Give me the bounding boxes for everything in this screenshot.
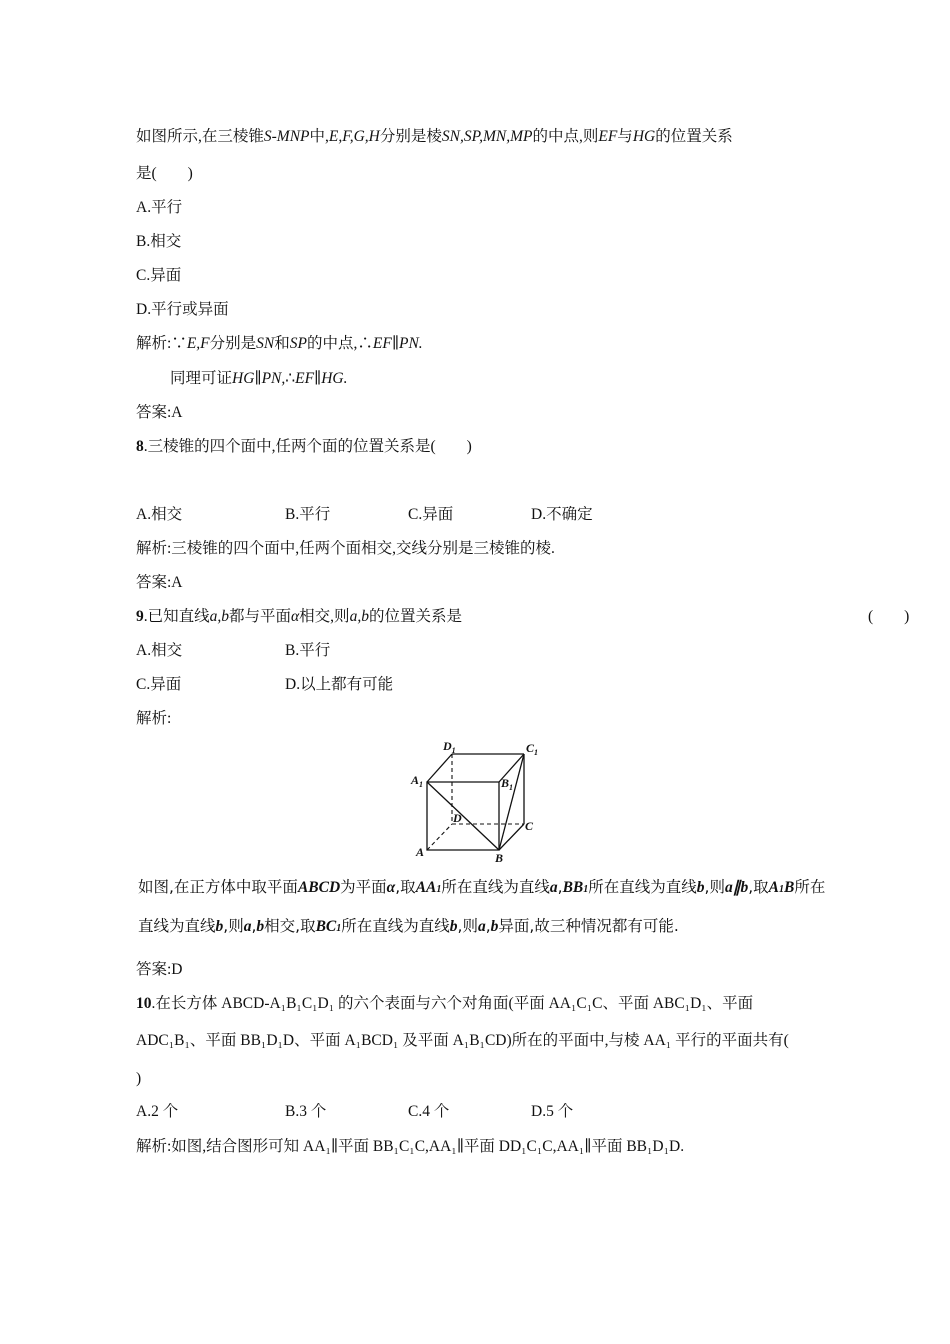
- caption-text: ,取: [395, 878, 416, 896]
- q8-option-d: D.不确定: [531, 506, 593, 523]
- q7-analysis-math: HG∥PN,: [232, 370, 286, 387]
- q7-edges: SN,SP,MN,MP: [441, 128, 533, 145]
- q7-analysis-text: 同理可证: [170, 370, 233, 387]
- q9-stem: [136, 607, 462, 627]
- caption-text: ,则: [704, 878, 725, 896]
- q9-analysis-label: 解析:: [136, 710, 172, 727]
- caption-math: b: [449, 918, 458, 935]
- q7-stem-text: 如图所示,在三棱锥: [136, 128, 264, 145]
- caption-subscript: 1: [583, 884, 589, 895]
- caption-math: BC: [315, 918, 337, 935]
- question-number: 9: [136, 608, 144, 625]
- q9-stem-math: a,b: [349, 608, 369, 625]
- caption-math: b: [215, 918, 224, 935]
- q7-analysis-text: 的中点,: [306, 335, 358, 352]
- caption-subscript: 1: [436, 884, 442, 895]
- caption-math: a∥b: [724, 879, 749, 896]
- q9-option-a: A.相交: [136, 642, 183, 659]
- q8-stem-text: .三棱锥的四个面中,任两个面的位置关系是( ): [143, 438, 472, 455]
- caption-math: a: [477, 918, 486, 935]
- q9-stem-text: 都与平面: [229, 608, 292, 625]
- label-b1: $B_1$: [501, 776, 514, 792]
- caption-text: ,取: [748, 878, 769, 896]
- caption-text: ,则: [457, 917, 478, 935]
- q7-analysis-text: 分别是: [209, 335, 257, 352]
- therefore-symbol: ∴: [357, 335, 373, 352]
- caption-text: 所在: [794, 878, 826, 896]
- q7-option-a: A.平行: [136, 199, 183, 216]
- q9-stem-text: .已知直线: [143, 608, 210, 625]
- q9-option-d: D.以上都有可能: [285, 676, 394, 693]
- q7-option-d: D.平行或异面: [136, 301, 229, 318]
- q7-stem-line1: [136, 127, 733, 147]
- q7-analysis-line2: [170, 369, 347, 389]
- q10-analysis: 解析:如图,结合图形可知 AA₁∥平面 BB₁C₁C,AA₁∥平面 DD₁C₁C,AA₁∥平面 BB₁D₁D.: [136, 1138, 685, 1155]
- q7-stem-text: 分别是棱: [379, 128, 442, 145]
- q9-option-c: C.异面: [136, 676, 182, 693]
- q7-analysis-text: 和: [274, 335, 290, 352]
- q7-pyramid: S-MNP: [263, 128, 310, 145]
- q7-analysis-math: EF∥PN.: [372, 335, 423, 352]
- q7-analysis-math: SN: [256, 335, 275, 352]
- q9-stem-text: 相交,则: [299, 608, 350, 625]
- q7-stem-text: 的位置关系: [655, 128, 733, 145]
- q10-option-a: A.2 个: [136, 1103, 179, 1120]
- caption-math: a: [243, 918, 252, 935]
- caption-text: ,: [485, 917, 491, 935]
- q7-hg: HG: [632, 128, 656, 145]
- q8-analysis: 解析:三棱锥的四个面中,任两个面相交,交线分别是三棱锥的棱.: [136, 540, 555, 557]
- diagonal-a1-b: [427, 782, 499, 850]
- q7-answer: 答案:A: [136, 404, 183, 421]
- q10-stem-line1: [136, 994, 753, 1014]
- caption-text: 异面,故三种情况都有可能.: [498, 917, 679, 935]
- q7-analysis-line1: [136, 334, 423, 354]
- caption-text: 为平面: [340, 878, 387, 896]
- caption-text: 所在直线为直线: [441, 878, 550, 896]
- label-c1: $C_1$: [526, 741, 539, 757]
- caption-text: 所在直线为直线: [588, 878, 697, 896]
- q7-stem-text: 的中点,则: [532, 128, 599, 145]
- caption-text: ,: [251, 917, 257, 935]
- q10-option-d: D.5 个: [531, 1103, 574, 1120]
- label-c: C: [525, 819, 534, 833]
- caption-math: B: [784, 879, 795, 896]
- label-b: B: [495, 851, 504, 865]
- caption-text: ,: [557, 878, 563, 896]
- analysis-label: 解析:: [136, 335, 172, 352]
- caption-math: b: [490, 918, 499, 935]
- hidden-edge-a-d: [427, 824, 452, 850]
- q7-analysis-math: E,F: [186, 335, 210, 352]
- q9-stem-math: a,b: [209, 608, 230, 625]
- q8-stem: [136, 437, 472, 457]
- q9-answer: 答案:D: [136, 961, 183, 978]
- q7-stem-text: 中,: [309, 128, 329, 145]
- q7-option-c: C.异面: [136, 267, 182, 284]
- label-d: D: [453, 811, 462, 825]
- q10-option-b: B.3 个: [285, 1103, 327, 1120]
- q8-answer: 答案:A: [136, 574, 183, 591]
- because-symbol: ∵: [171, 335, 187, 352]
- caption-text: ,则: [223, 917, 244, 935]
- label-a1: $A_1$: [411, 773, 424, 789]
- therefore-symbol: ∴: [285, 370, 296, 387]
- q8-option-c: C.异面: [408, 506, 454, 523]
- caption-math: α: [386, 879, 396, 896]
- q7-analysis-math: SP: [289, 335, 307, 352]
- question-number: 8: [136, 438, 144, 455]
- q9-stem-math: α: [291, 608, 300, 625]
- cube-figure: [410, 738, 550, 866]
- q8-option-a: A.相交: [136, 506, 183, 523]
- q8-option-b: B.平行: [285, 506, 331, 523]
- caption-math: A: [768, 879, 779, 896]
- caption-text: 所在直线为直线: [341, 917, 450, 935]
- q9-answer-paren: ( ): [868, 608, 910, 625]
- q7-analysis-math: EF∥HG.: [295, 370, 348, 387]
- edge-a1-d1: [427, 754, 452, 782]
- q10-stem-text: .在长方体 ABCD-A₁B₁C₁D₁ 的六个表面与六个对角面(平面 AA₁C₁C、平面 ABC₁D₁、平面: [151, 995, 754, 1012]
- q10-option-c: C.4 个: [408, 1103, 450, 1120]
- caption-math: ABCD: [297, 879, 341, 896]
- caption-math: a: [549, 879, 558, 896]
- q7-ef: EF: [598, 128, 618, 145]
- question-number: 10: [136, 995, 152, 1012]
- q10-stem-line3: ): [136, 1070, 142, 1087]
- q7-option-b: B.相交: [136, 233, 182, 250]
- caption-math: b: [696, 879, 705, 896]
- caption-math: BB: [562, 879, 584, 896]
- caption-text: 相交,取: [264, 917, 316, 935]
- caption-text: 如图,在正方体中取平面: [138, 878, 298, 896]
- q9-stem-text: 的位置关系是: [368, 608, 462, 625]
- caption-math: b: [256, 918, 265, 935]
- q7-stem-text: 与: [617, 128, 633, 145]
- q10-stem-line2: ADC₁B₁、平面 BB₁D₁D、平面 A₁BCD₁ 及平面 A₁B₁CD)所在的平面中,与棱 AA₁ 平行的平面共有(: [136, 1032, 789, 1049]
- q9-caption-line1: [138, 877, 825, 900]
- q9-option-b: B.平行: [285, 642, 331, 659]
- caption-subscript: 1: [336, 923, 342, 934]
- q7-points: E,F,G,H: [328, 128, 380, 145]
- label-a: A: [416, 845, 425, 859]
- caption-text: 直线为直线: [138, 917, 216, 935]
- label-d1: $D_1$: [443, 739, 456, 755]
- caption-math: AA: [415, 879, 437, 896]
- q9-caption-line2: [138, 916, 679, 939]
- caption-subscript: 1: [779, 884, 784, 895]
- q7-stem-line2: 是( ): [136, 165, 193, 182]
